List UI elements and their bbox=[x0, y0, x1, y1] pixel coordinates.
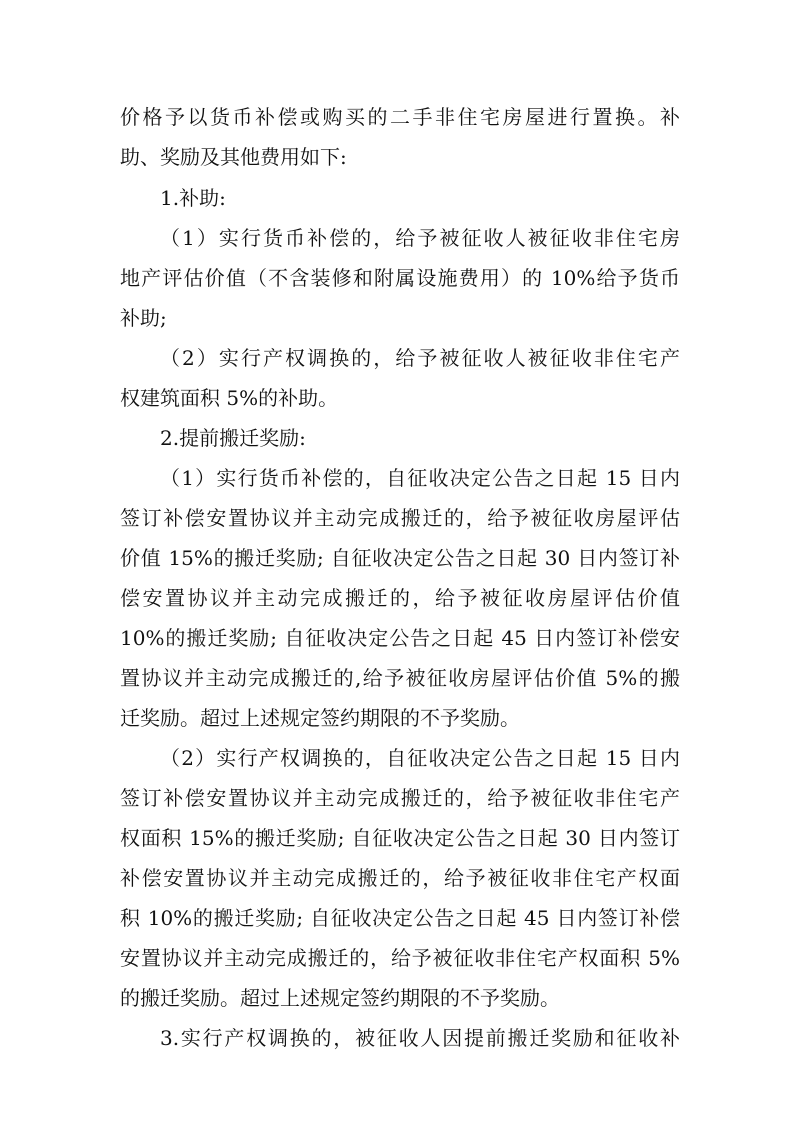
text-line: 权建筑面积 5%的补助。 bbox=[120, 386, 339, 410]
text-line: （2）实行产权调换的，给予被征收人被征收非住宅产 bbox=[160, 346, 680, 370]
text-line: 签订补偿安置协议并主动完成搬迁的，给予被征收房屋评估 bbox=[120, 506, 680, 530]
text-line: 迁奖励。超过上述规定签约期限的不予奖励。 bbox=[120, 706, 520, 730]
text-line: 价值 15%的搬迁奖励; 自征收决定公告之日起 30 日内签订补 bbox=[120, 546, 680, 570]
text-line: 偿安置协议并主动完成搬迁的，给予被征收房屋评估价值 bbox=[120, 586, 680, 610]
text-line: 权面积 15%的搬迁奖励; 自征收决定公告之日起 30 日内签订 bbox=[120, 826, 680, 850]
text-line: 地产评估价值（不含装修和附属设施费用）的 10%给予货币 bbox=[120, 266, 680, 290]
text-line: 安置协议并主动完成搬迁的，给予被征收非住宅产权面积 5% bbox=[120, 946, 680, 970]
text-line: 3.实行产权调换的，被征收人因提前搬迁奖励和征收补 bbox=[160, 1026, 680, 1050]
text-line: 的搬迁奖励。超过上述规定签约期限的不予奖励。 bbox=[120, 986, 560, 1010]
text-line: （2）实行产权调换的，自征收决定公告之日起 15 日内 bbox=[160, 746, 680, 770]
text-line: 补助; bbox=[120, 306, 167, 330]
text-line: 助、奖励及其他费用如下: bbox=[120, 145, 347, 169]
text-line: （1）实行货币补偿的，给予被征收人被征收非住宅房 bbox=[160, 226, 680, 250]
text-line: 价格予以货币补偿或购买的二手非住宅房屋进行置换。补 bbox=[120, 105, 680, 129]
section-heading: 1.补助: bbox=[160, 186, 226, 210]
text-line: 置协议并主动完成搬迁的,给予被征收房屋评估价值 5%的搬 bbox=[120, 666, 680, 690]
text-line: 补偿安置协议并主动完成搬迁的，给予被征收非住宅产权面 bbox=[120, 866, 680, 890]
text-line: 10%的搬迁奖励; 自征收决定公告之日起 45 日内签订补偿安 bbox=[120, 626, 680, 650]
text-line: 签订补偿安置协议并主动完成搬迁的，给予被征收非住宅产 bbox=[120, 786, 680, 810]
text-line: （1）实行货币补偿的，自征收决定公告之日起 15 日内 bbox=[160, 466, 680, 490]
section-heading: 2.提前搬迁奖励: bbox=[160, 426, 306, 450]
text-line: 积 10%的搬迁奖励; 自征收决定公告之日起 45 日内签订补偿 bbox=[120, 906, 680, 930]
